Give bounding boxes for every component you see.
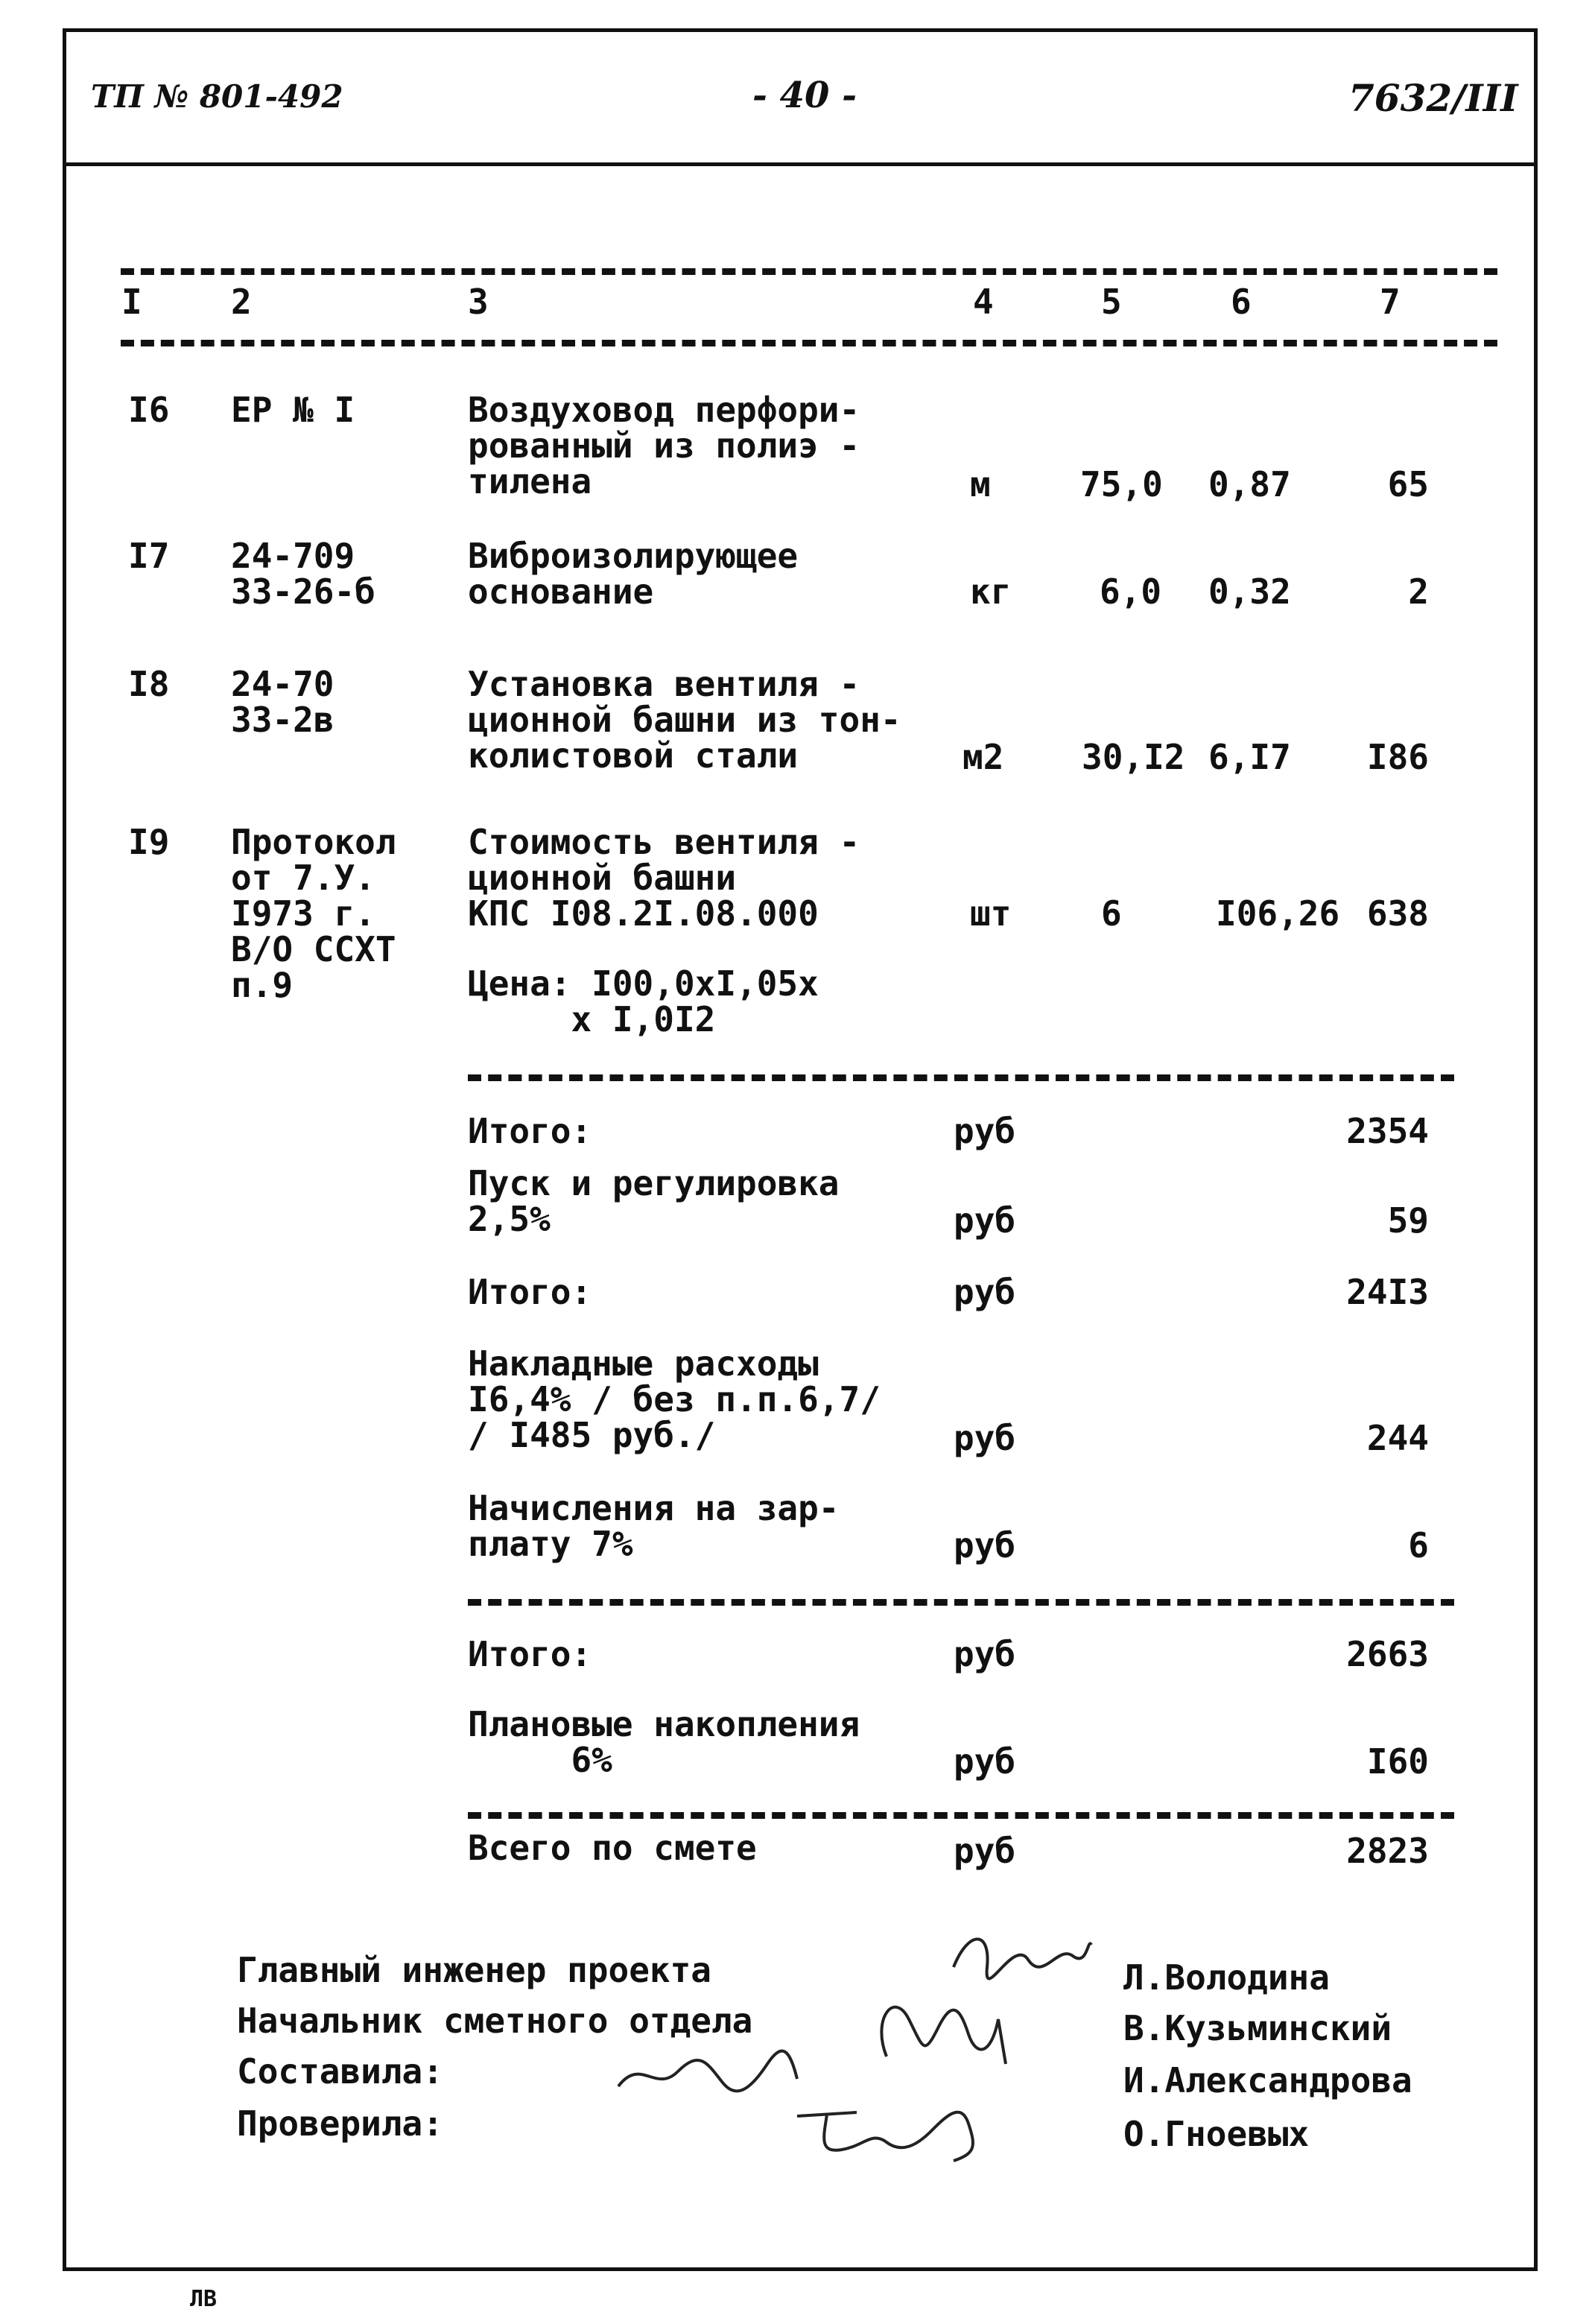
- section-dashes-3: [468, 1812, 1454, 1819]
- signatory-name: И.Александрова: [1123, 2060, 1412, 2100]
- row-total: 2: [1408, 571, 1429, 612]
- row-unit: м2: [963, 737, 1004, 777]
- summary-total: 6: [1408, 1525, 1429, 1565]
- document-number: 7632/ІІІ: [1348, 76, 1518, 120]
- summary-unit: руб: [954, 1418, 1016, 1458]
- footer-mark: ЛВ: [190, 2286, 218, 2312]
- row-quantity: 6,0: [1100, 571, 1162, 612]
- signatory-name: В.Кузьминский: [1123, 2008, 1392, 2048]
- price-note: Цена: I00,0хI,05х х I,0I2: [468, 963, 819, 1039]
- row-name: Виброизолирующее основание: [468, 536, 799, 612]
- col-2-header: 2: [231, 282, 252, 322]
- summary-unit: руб: [954, 1200, 1016, 1241]
- signature-role: Проверила:: [237, 2103, 443, 2144]
- signatory-name: О.Гноевых: [1123, 2114, 1310, 2154]
- handwritten-signature-1: [946, 1922, 1095, 1982]
- summary-total: 24I3: [1346, 1272, 1429, 1312]
- row-reference: 24-70 33-2в: [231, 664, 334, 740]
- row-reference: 24-709 33-26-б: [231, 536, 375, 612]
- section-dashes-1: [468, 1074, 1454, 1081]
- project-code: ТП № 801-492: [91, 78, 343, 115]
- summary-total: 59: [1387, 1200, 1429, 1241]
- row-number: I8: [128, 664, 170, 704]
- header-top-dashes: [121, 268, 1497, 275]
- row-name: Установка вентиля - ционной башни из тон- колистовой стали: [468, 664, 901, 776]
- header-rule: [63, 162, 1538, 166]
- row-name: Стоимость вентиля - ционной башни КПС I08.2I.08.000: [468, 822, 860, 934]
- row-unit: м: [970, 464, 991, 504]
- page-number: - 40 -: [752, 75, 857, 116]
- handwritten-signature-2: [872, 1989, 1021, 2071]
- col-5-header: 5: [1101, 282, 1122, 322]
- signature-role: Составила:: [237, 2051, 443, 2092]
- row-total: I86: [1366, 737, 1429, 777]
- summary-total: I60: [1366, 1741, 1429, 1782]
- summary-label: Итого:: [468, 1111, 592, 1151]
- section-dashes-2: [468, 1599, 1454, 1606]
- row-name: Воздуховод перфори- рованный из полиэ - тилена: [468, 390, 860, 501]
- col-6-header: 6: [1231, 282, 1252, 322]
- summary-total: 2663: [1346, 1634, 1429, 1674]
- summary-label: Накладные расходы I6,4% / без п.п.6,7/ / I485 руб./: [468, 1343, 881, 1455]
- row-price: 6,I7: [1208, 737, 1291, 777]
- summary-unit: руб: [954, 1272, 1016, 1312]
- summary-label: Пуск и регулировка 2,5%: [468, 1163, 840, 1239]
- summary-unit: руб: [954, 1525, 1016, 1565]
- grand-total-unit: руб: [954, 1831, 1016, 1871]
- row-reference: Протокол от 7.У. I973 г. В/О ССХТ п.9: [231, 822, 396, 1005]
- grand-total-label: Всего по смете: [468, 1828, 757, 1868]
- row-total: 638: [1366, 893, 1429, 934]
- summary-label: Итого:: [468, 1272, 592, 1312]
- row-total: 65: [1387, 464, 1429, 504]
- row-price: 0,32: [1208, 571, 1291, 612]
- summary-unit: руб: [954, 1741, 1016, 1782]
- row-quantity: 30,I2: [1082, 737, 1185, 777]
- handwritten-signature-4: [790, 2086, 1006, 2168]
- handwritten-signature-3: [611, 2042, 805, 2101]
- summary-label: Начисления на зар- плату 7%: [468, 1488, 840, 1564]
- signature-role: Начальник сметного отдела: [237, 2001, 753, 2041]
- row-number: I9: [128, 822, 170, 862]
- col-4-header: 4: [973, 282, 994, 322]
- summary-total: 244: [1366, 1418, 1429, 1458]
- page-frame: [63, 28, 1538, 2271]
- summary-total: 2354: [1346, 1111, 1429, 1151]
- row-quantity: 75,0: [1080, 464, 1163, 504]
- summary-unit: руб: [954, 1111, 1016, 1151]
- row-quantity: 6: [1101, 893, 1122, 934]
- signature-role: Главный инженер проекта: [237, 1950, 711, 1990]
- summary-label: Итого:: [468, 1634, 592, 1674]
- row-price: 0,87: [1208, 464, 1291, 504]
- row-unit: шт: [970, 893, 1012, 934]
- row-unit: кг: [970, 571, 1012, 612]
- row-number: I7: [128, 536, 170, 576]
- col-7-header: 7: [1380, 282, 1401, 322]
- row-number: I6: [128, 390, 170, 430]
- header-bottom-dashes: [121, 340, 1497, 346]
- grand-total-value: 2823: [1346, 1831, 1429, 1871]
- summary-label: Плановые накопления 6%: [468, 1704, 860, 1780]
- col-3-header: 3: [468, 282, 489, 322]
- row-price: I06,26: [1216, 893, 1340, 934]
- col-1-header: I: [121, 282, 142, 322]
- row-reference: ЕР № I: [231, 390, 355, 430]
- signatory-name: Л.Володина: [1123, 1957, 1330, 1998]
- summary-unit: руб: [954, 1634, 1016, 1674]
